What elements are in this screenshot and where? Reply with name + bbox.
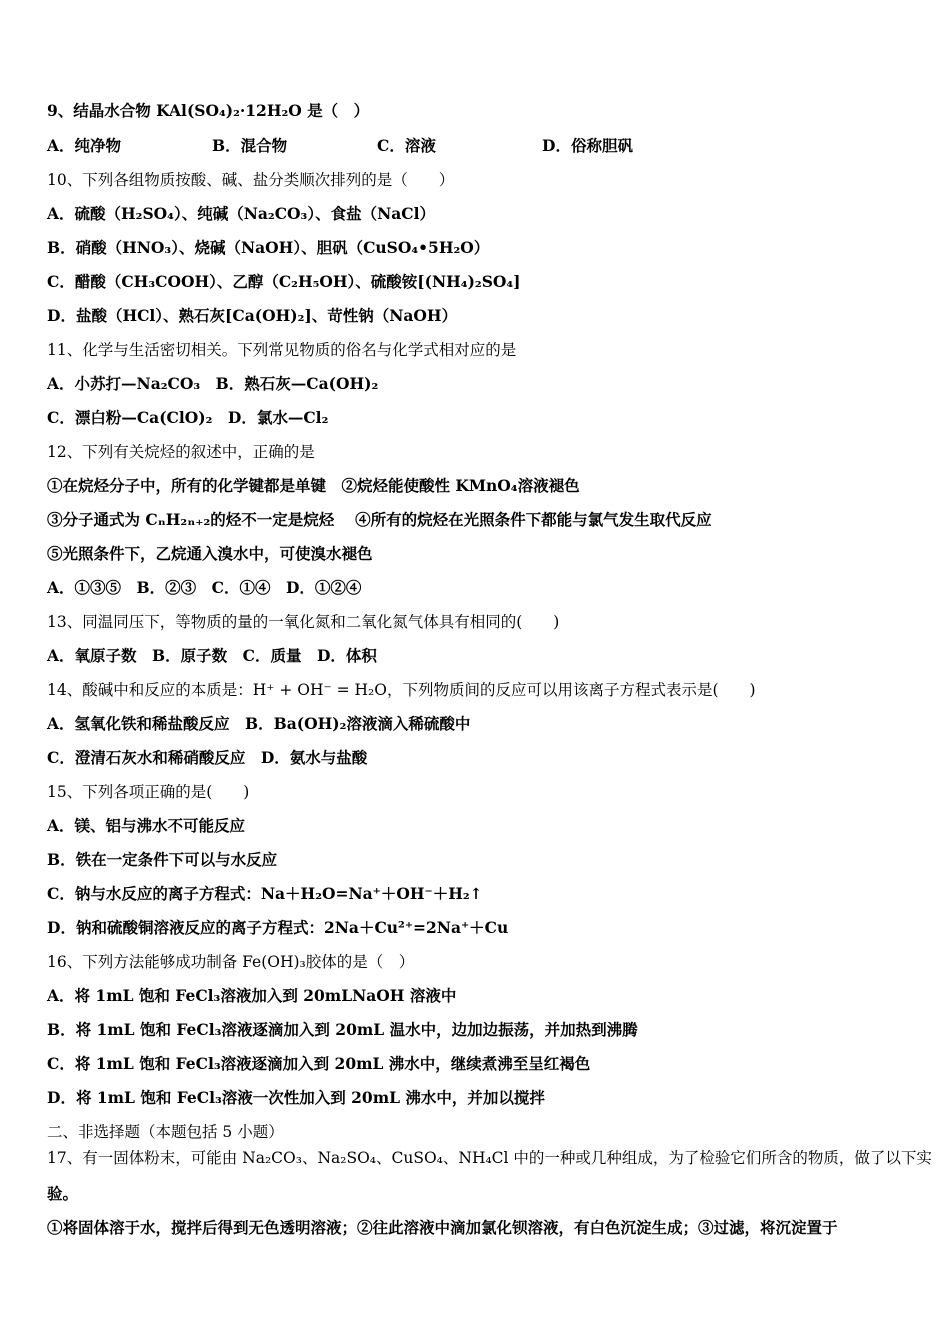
q16-stem: 16、下列方法能够成功制备 Fe(OH)₃胶体的是（ ）: [47, 953, 415, 971]
q16-option-d: D．将 1mL 饱和 FeCl₃溶液一次性加入到 20mL 沸水中，并加以搅拌: [47, 1088, 545, 1107]
q12-statement-5: ⑤光照条件下，乙烷通入溴水中，可使溴水褪色: [47, 544, 373, 563]
q12-statement-1-2: ①在烷烃分子中，所有的化学键都是单键 ②烷烃能使酸性 KMnO₄溶液褪色: [47, 476, 580, 495]
q10-option-c: C．醋酸（CH₃COOH）、乙醇（C₂H₅OH）、硫酸铵[(NH₄)₂SO₄]: [47, 272, 521, 291]
q15-option-c: C．钠与水反应的离子方程式：Na＋H₂O=Na⁺＋OH⁻＋H₂↑: [47, 884, 483, 903]
q17-line-2: 验。: [47, 1184, 79, 1203]
q15-option-d: D．钠和硫酸铜溶液反应的离子方程式：2Na＋Cu²⁺=2Na⁺＋Cu: [47, 918, 509, 937]
q16-option-a: A．将 1mL 饱和 FeCl₃溶液加入到 20mLNaOH 溶液中: [47, 986, 457, 1005]
q14-options-cd: C．澄清石灰水和稀硝酸反应 D．氨水与盐酸: [47, 748, 368, 767]
q12-statement-3-4: ③分子通式为 CₙH₂ₙ₊₂的烃不一定是烷烃 ④所有的烷烃在光照条件下都能与氯气发生取代反应: [47, 510, 712, 529]
q9-option-a: A．纯净物: [47, 136, 122, 155]
q10-option-a: A．硫酸（H₂SO₄）、纯碱（Na₂CO₃）、食盐（NaCl）: [47, 204, 436, 223]
q11-options-cd: C．漂白粉—Ca(ClO)₂ D．氯水—Cl₂: [47, 408, 329, 427]
q14-options-ab: A．氢氧化铁和稀盐酸反应 B．Ba(OH)₂溶液滴入稀硫酸中: [47, 714, 471, 733]
q13-options: A．氧原子数 B．原子数 C．质量 D．体积: [47, 646, 377, 665]
q13-stem: 13、同温同压下，等物质的量的一氧化氮和二氧化氮气体具有相同的( ): [47, 613, 560, 631]
q9-option-b: B．混合物: [212, 136, 288, 155]
q14-stem: 14、酸碱中和反应的本质是：H⁺ + OH⁻ = H₂O，下列物质间的反应可以用该离子方程式表示是( ): [47, 681, 756, 699]
q9-option-d: D．俗称胆矾: [542, 136, 633, 155]
section-heading: 二、非选择题（本题包括 5 小题）: [47, 1123, 284, 1141]
q17-line-3: ①将固体溶于水，搅拌后得到无色透明溶液；②往此溶液中滴加氯化钡溶液，有白色沉淀生成；③过滤，将沉淀置于: [47, 1218, 838, 1237]
q10-option-d: D．盐酸（HCl）、熟石灰[Ca(OH)₂]、苛性钠（NaOH）: [47, 306, 458, 325]
q16-option-c: C．将 1mL 饱和 FeCl₃溶液逐滴加入到 20mL 沸水中，继续煮沸至呈红褐色: [47, 1054, 591, 1073]
q15-stem: 15、下列各项正确的是( ): [47, 783, 250, 801]
q16-option-b: B．将 1mL 饱和 FeCl₃溶液逐滴加入到 20mL 温水中，边加边振荡，并加热到沸腾: [47, 1020, 638, 1039]
q15-option-a: A．镁、铝与沸水不可能反应: [47, 816, 246, 835]
q12-stem: 12、下列有关烷烃的叙述中，正确的是: [47, 443, 315, 461]
q9-option-c: C．溶液: [377, 136, 436, 155]
q9-stem: 9、结晶水合物 KAl(SO₄)₂·12H₂O 是（ ）: [47, 101, 370, 120]
q17-line-1: 17、有一固体粉末，可能由 Na₂CO₃、Na₂SO₄、CuSO₄、NH₄Cl 中的一种或几种组成，为了检验它们所含的物质，做了以下实: [47, 1149, 932, 1167]
q10-option-b: B．硝酸（HNO₃）、烧碱（NaOH）、胆矾（CuSO₄•5H₂O）: [47, 238, 490, 257]
q10-stem: 10、下列各组物质按酸、碱、盐分类顺次排列的是（ ）: [47, 171, 455, 189]
q11-options-ab: A．小苏打—Na₂CO₃ B．熟石灰—Ca(OH)₂: [47, 374, 379, 393]
q15-option-b: B．铁在一定条件下可以与水反应: [47, 850, 278, 869]
q12-options: A．①③⑤ B．②③ C．①④ D．①②④: [47, 578, 362, 597]
q9-options: [47, 136, 633, 156]
q11-stem: 11、化学与生活密切相关。下列常见物质的俗名与化学式相对应的是: [47, 341, 517, 359]
